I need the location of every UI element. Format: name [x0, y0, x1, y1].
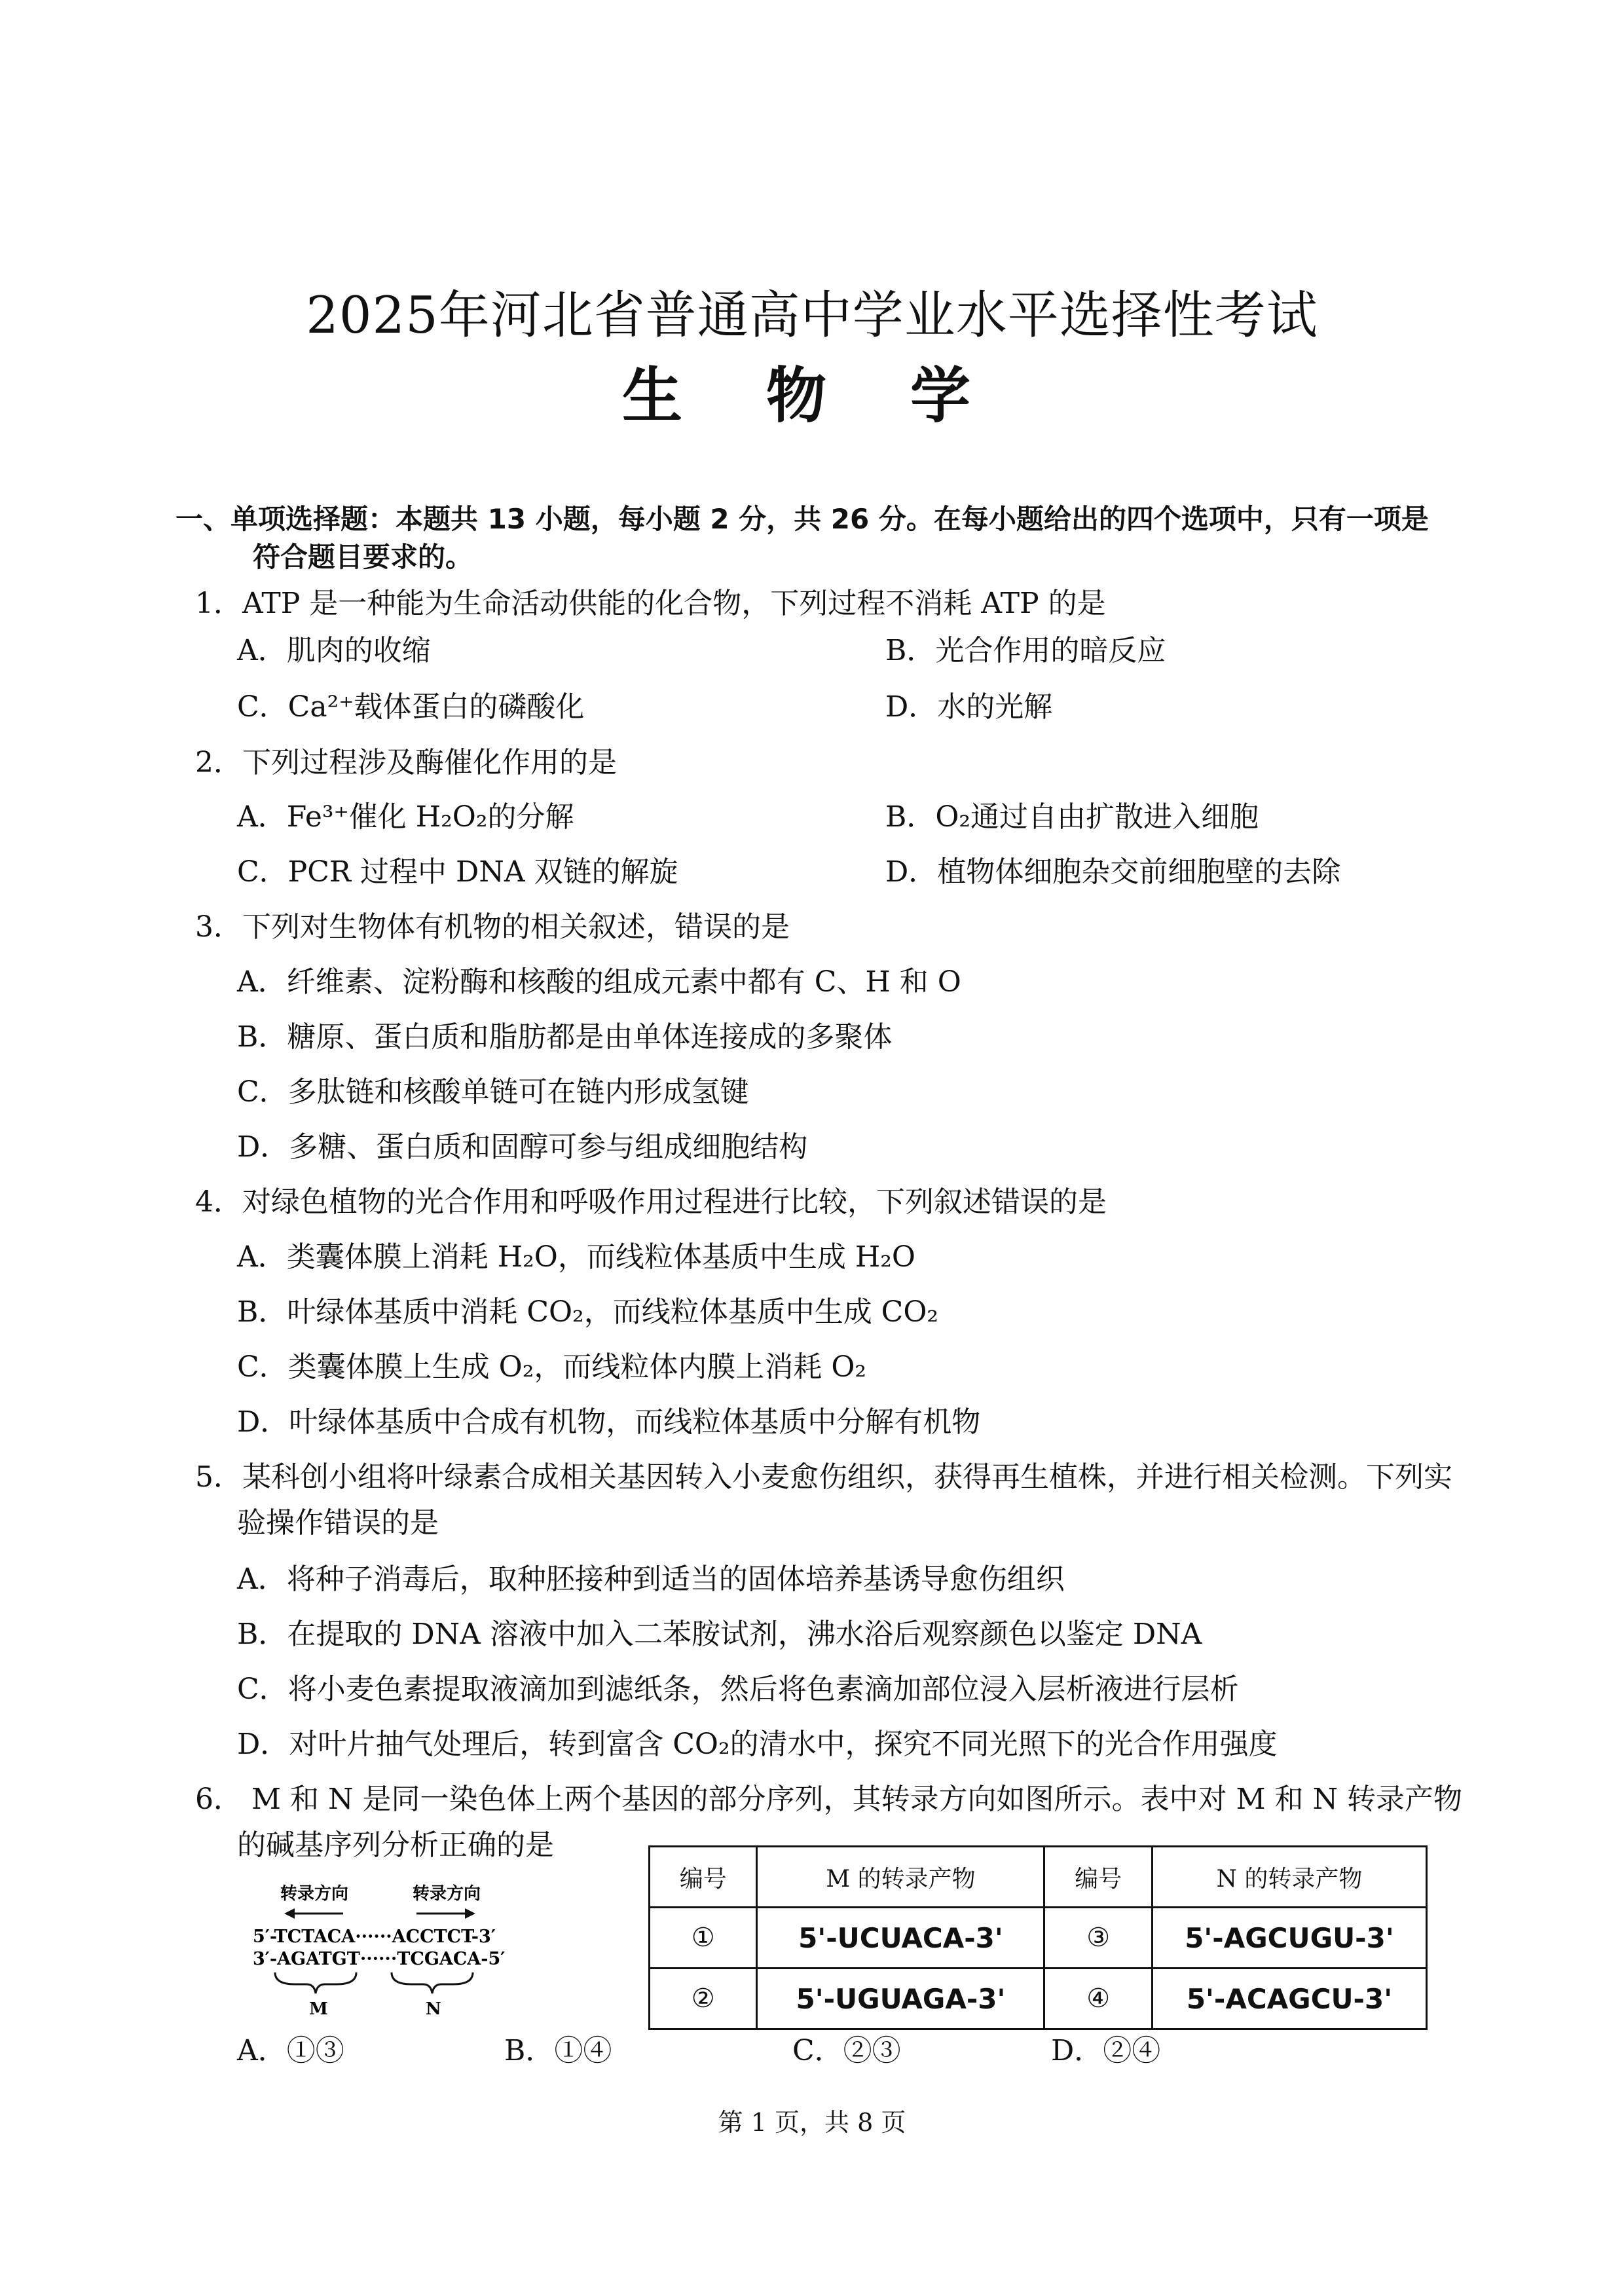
- diagram-top-strand: 5′-TCTACA······ACCTCT-3′: [253, 1927, 496, 1947]
- question-6-option-b: B．①④: [504, 2034, 612, 2067]
- right-arrow-icon: [416, 1908, 475, 1919]
- question-4-option-b: B．叶绿体基质中消耗 CO₂，而线粒体基质中生成 CO₂: [237, 1295, 939, 1329]
- question-4-stem: 4．对绿色植物的光合作用和呼吸作用过程进行比较，下列叙述错误的是: [195, 1185, 1107, 1219]
- table-cell-id: ②: [650, 1969, 757, 2029]
- question-4-option-a: A．类囊体膜上消耗 H₂O，而线粒体基质中生成 H₂O: [237, 1240, 915, 1274]
- table-header-cell: M 的转录产物: [757, 1847, 1044, 1908]
- question-1-option-b: B．光合作用的暗反应: [885, 634, 1166, 667]
- table-cell-sequence: 5'-UCUACA-3': [757, 1908, 1044, 1969]
- transcription-diagram: [249, 1873, 550, 2030]
- section-heading-line2: 符合题目要求的。: [253, 541, 473, 573]
- table-cell-id: ①: [650, 1908, 757, 1969]
- table-header-cell: N 的转录产物: [1152, 1847, 1426, 1908]
- question-3-option-d: D．多糖、蛋白质和固醇可参与组成细胞结构: [237, 1130, 808, 1164]
- question-5-option-a: A．将种子消毒后，取种胚接种到适当的固体培养基诱导愈伤组织: [237, 1563, 1065, 1596]
- question-6-stem-continued: 的碱基序列分析正确的是: [237, 1828, 554, 1862]
- question-6-stem: 6． M 和 N 是同一染色体上两个基因的部分序列，其转录方向如图所示。表中对 M 和 N 转录产物: [195, 1783, 1462, 1816]
- question-1-option-c: C．Ca²⁺载体蛋白的磷酸化: [237, 690, 585, 724]
- table-cell-sequence: 5'-UGUAGA-3': [757, 1969, 1044, 2029]
- diagram-direction-left-label: 转录方向: [280, 1884, 349, 1904]
- question-4-option-d: D．叶绿体基质中合成有机物，而线粒体基质中分解有机物: [237, 1405, 981, 1439]
- left-arrow-icon: [284, 1908, 343, 1919]
- diagram-bottom-strand: 3′-AGATGT······TCGACA-5′: [253, 1949, 506, 1969]
- table-header-cell: 编号: [1044, 1847, 1152, 1908]
- page-footer: 第 1 页，共 8 页: [718, 2108, 906, 2137]
- section-heading: [175, 500, 1439, 576]
- question-3-stem: 3．下列对生物体有机物的相关叙述，错误的是: [195, 910, 790, 944]
- question-3-option-a: A．纤维素、淀粉酶和核酸的组成元素中都有 C、H 和 O: [237, 965, 961, 999]
- question-4-option-c: C．类囊体膜上生成 O₂，而线粒体内膜上消耗 O₂: [237, 1350, 867, 1384]
- question-1-stem: 1．ATP 是一种能为生命活动供能的化合物，下列过程不消耗 ATP 的是: [195, 587, 1106, 620]
- question-2-option-a: A．Fe³⁺催化 H₂O₂的分解: [237, 800, 574, 834]
- question-3-option-b: B．糖原、蛋白质和脂肪都是由单体连接成的多聚体: [237, 1020, 893, 1054]
- subject-title: 生 物 学: [621, 361, 1003, 431]
- table-row: [650, 1908, 1427, 1969]
- question-2-stem: 2．下列过程涉及酶催化作用的是: [195, 746, 617, 779]
- table-header-row: [650, 1847, 1427, 1908]
- question-2-option-d: D．植物体细胞杂交前细胞壁的去除: [885, 855, 1341, 889]
- gene-m-brace: [275, 1972, 356, 1993]
- table-cell-sequence: 5'-ACAGCU-3': [1152, 1969, 1426, 2029]
- question-6-option-c: C．②③: [792, 2034, 901, 2067]
- question-5-option-c: C．将小麦色素提取液滴加到滤纸条，然后将色素滴加部位浸入层析液进行层析: [237, 1673, 1239, 1706]
- question-2-option-b: B．O₂通过自由扩散进入细胞: [885, 800, 1259, 834]
- transcript-table: [648, 1845, 1428, 2030]
- gene-n-brace: [392, 1972, 473, 1993]
- question-6-option-a: A．①③: [237, 2034, 344, 2067]
- question-5-stem-continued: 验操作错误的是: [237, 1506, 439, 1540]
- gene-m-label: M: [309, 1999, 328, 2019]
- table-cell-id: ④: [1044, 1969, 1152, 2029]
- question-1-option-a: A．肌肉的收缩: [237, 634, 431, 667]
- table-header-cell: 编号: [650, 1847, 757, 1908]
- diagram-direction-right-label: 转录方向: [413, 1884, 481, 1904]
- table-cell-sequence: 5'-AGCUGU-3': [1152, 1908, 1426, 1969]
- table-row: [650, 1969, 1427, 2029]
- exam-title: 2025年河北省普通高中学业水平选择性考试: [306, 286, 1318, 345]
- question-5-stem: 5．某科创小组将叶绿素合成相关基因转入小麦愈伤组织，获得再生植株，并进行相关检测。下列实: [195, 1460, 1452, 1494]
- table-cell-id: ③: [1044, 1908, 1152, 1969]
- question-3-option-c: C．多肽链和核酸单链可在链内形成氢键: [237, 1075, 749, 1109]
- question-5-option-d: D．对叶片抽气处理后，转到富含 CO₂的清水中，探究不同光照下的光合作用强度: [237, 1728, 1278, 1761]
- question-6-option-d: D．②④: [1051, 2034, 1161, 2067]
- question-5-option-b: B．在提取的 DNA 溶液中加入二苯胺试剂，沸水浴后观察颜色以鉴定 DNA: [237, 1618, 1202, 1651]
- question-1-option-d: D．水的光解: [885, 690, 1053, 724]
- question-2-option-c: C．PCR 过程中 DNA 双链的解旋: [237, 855, 678, 889]
- gene-n-label: N: [426, 1999, 441, 2019]
- section-heading-line1: 一、单项选择题：本题共 13 小题，每小题 2 分，共 26 分。在每小题给出的四个选项中，只有一项是: [175, 503, 1429, 535]
